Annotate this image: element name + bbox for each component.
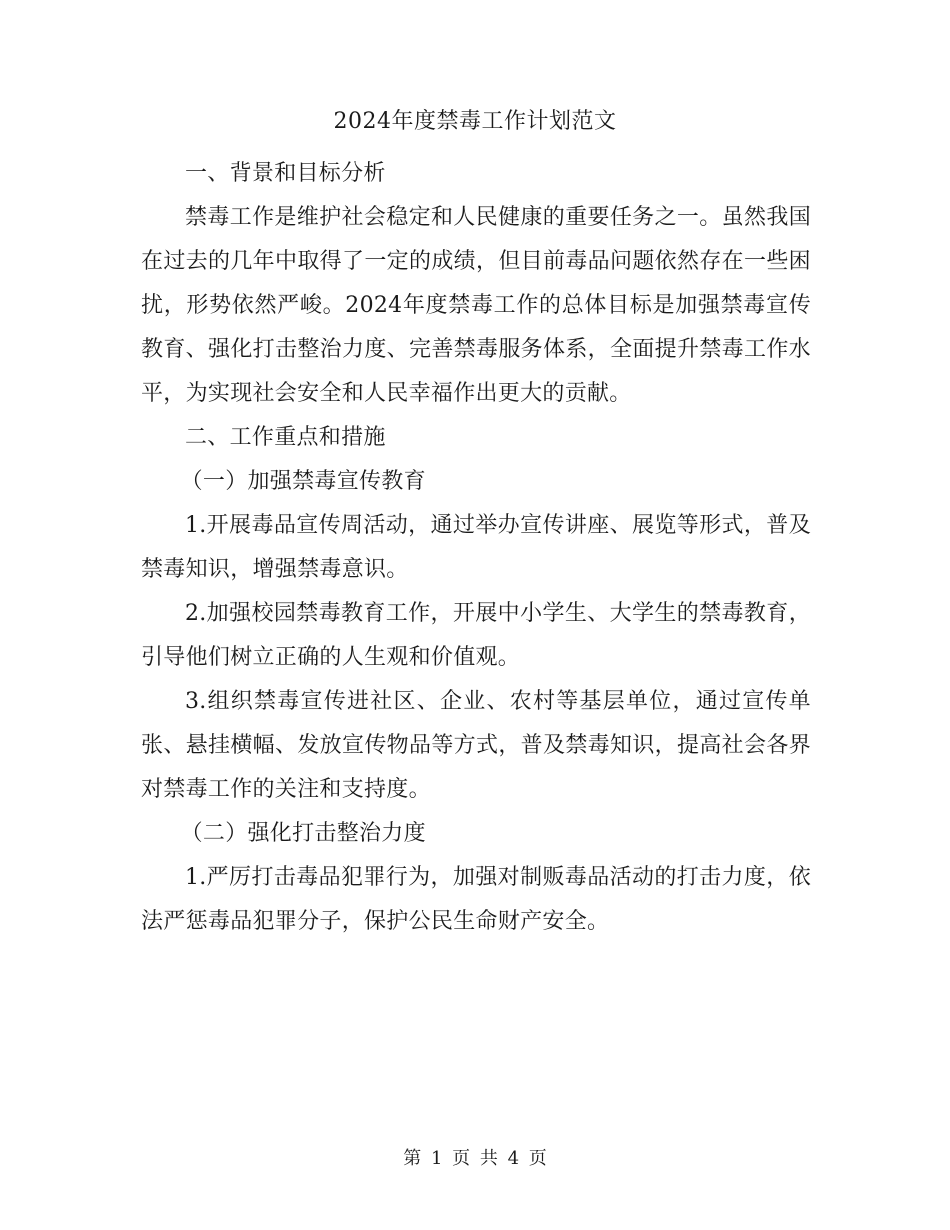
paragraph: 禁毒工作是维护社会稳定和人民健康的重要任务之一。虽然我国在过去的几年中取得了一定的成绩，但目前毒品问题依然存在一些困扰，形势依然严峻。2024年度禁毒工作的总体目标是加强禁毒宣传教育、强化打击整治力度、完善禁毒服务体系，全面提升禁毒工作水平，为实现社会安全和人民幸福作出更大的贡献。 xyxy=(141,205,811,406)
section-heading: 一、背景和目标分析 xyxy=(185,161,386,186)
page-indicator: 第 1 页 共 4 页 xyxy=(403,1148,547,1169)
section-heading: 二、工作重点和措施 xyxy=(185,425,386,450)
document-title: 2024年度禁毒工作计划范文 xyxy=(333,109,617,134)
list-item: 3.组织禁毒宣传进社区、企业、农村等基层单位，通过宣传单张、悬挂横幅、发放宣传物品等方式，普及禁毒知识，提高社会各界对禁毒工作的关注和支持度。 xyxy=(141,689,811,802)
list-item: 1.开展毒品宣传周活动，通过举办宣传讲座、展览等形式，普及禁毒知识，增强禁毒意识。 xyxy=(141,513,811,582)
subsection-heading: （一）加强禁毒宣传教育 xyxy=(180,469,426,494)
list-item: 2.加强校园禁毒教育工作，开展中小学生、大学生的禁毒教育，引导他们树立正确的人生观和价值观。 xyxy=(141,601,811,670)
document-body xyxy=(141,152,811,944)
list-item: 1.严厉打击毒品犯罪行为，加强对制贩毒品活动的打击力度，依法严惩毒品犯罪分子，保护公民生命财产安全。 xyxy=(141,865,811,934)
subsection-heading: （二）强化打击整治力度 xyxy=(180,821,426,846)
